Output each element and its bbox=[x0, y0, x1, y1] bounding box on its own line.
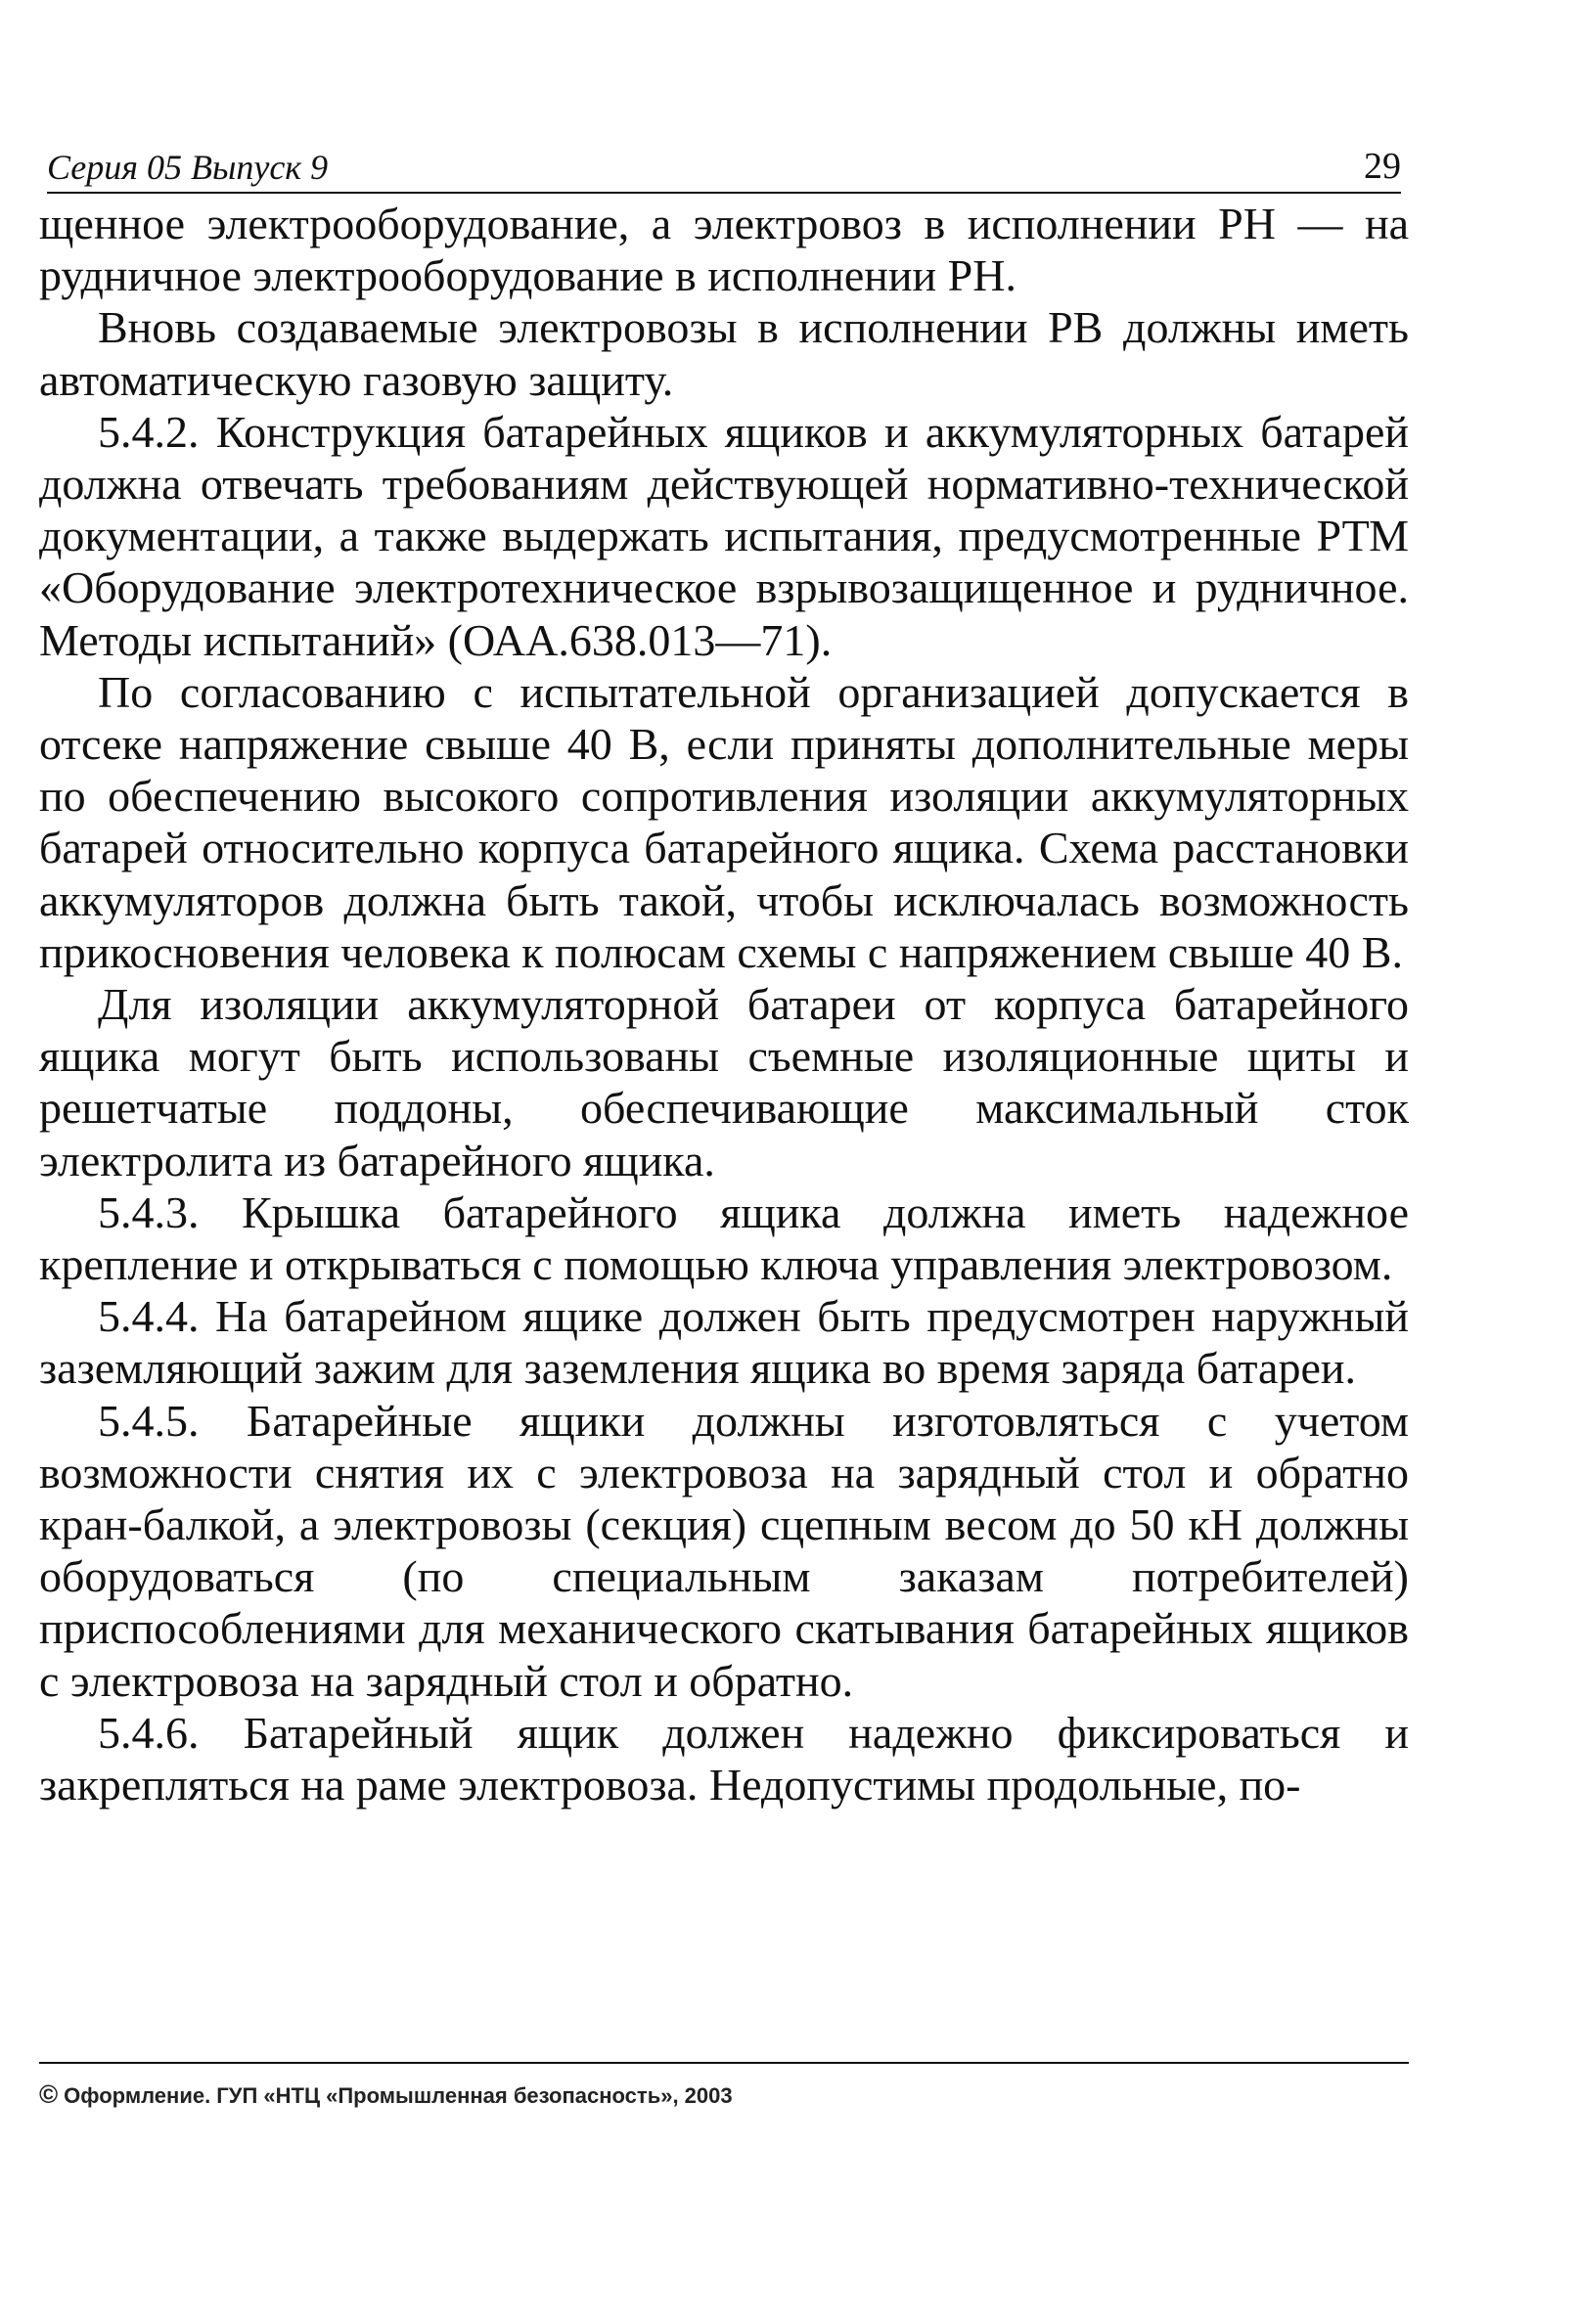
copyright-text: Оформление. ГУП «НТЦ «Промышленная безопасность», 2003 bbox=[64, 2083, 733, 2108]
paragraph-voltage: По согласованию с испытательной организацией допускается в отсеке напряжение свыше 40 В, если приняты дополнительные меры по обеспечению высокого сопротивления изоляции аккумуляторных батарей относительно корпуса батарейного ящика. Схема расстановки аккумуляторов должна быть такой, чтобы исключалась возможность прикосновения человека к полюсам схемы с напряжением свыше 40 В. bbox=[39, 666, 1409, 977]
paragraph-5-4-4: 5.4.4. На батарейном ящике должен быть предусмотрен наружный заземляющий зажим для заземления ящика во время заряда батареи. bbox=[39, 1291, 1409, 1394]
copyright-symbol: © bbox=[39, 2079, 59, 2109]
paragraph-5-4-6: 5.4.6. Батарейный ящик должен надежно фиксироваться и закрепляться на раме электровоза. Недопустимы продольные, по- bbox=[39, 1707, 1409, 1810]
paragraph-continuation: щенное электрооборудование, а электровоз в исполнении РН — на рудничное электрооборудование в исполнении РН. bbox=[39, 199, 1409, 301]
paragraph-5-4-5: 5.4.5. Батарейные ящики должны изготовляться с учетом возможности снятия их с электровоза на зарядный стол и обратно кран-балкой, а электровозы (секция) сцепным весом до 50 кН должны оборудоваться (по специальным заказам потребителей) приспособлениями для механического скатывания батарейных ящиков с электровоза на зарядный стол и обратно. bbox=[39, 1395, 1409, 1706]
page-number: 29 bbox=[1364, 146, 1401, 187]
document-body bbox=[39, 198, 1409, 1810]
footer-divider bbox=[39, 2062, 1409, 2064]
paragraph-5-4-2: 5.4.2. Конструкция батарейных ящиков и аккумуляторных батарей должна отвечать требованиям действующей нормативно-технической документации, а также выдержать испытания, предусмотренные РТМ «Оборудование электротехническое взрывозащищенное и рудничное. Методы испытаний» (ОАА.638.013—71). bbox=[39, 406, 1409, 665]
paragraph-insulation: Для изоляции аккумуляторной батареи от корпуса батарейного ящика могут быть использованы съемные изоляционные щиты и решетчатые поддоны, обеспечивающие максимальный сток электролита из батарейного ящика. bbox=[39, 979, 1409, 1185]
paragraph-5-4-3: 5.4.3. Крышка батарейного ящика должна иметь надежное крепление и открываться с помощью ключа управления электровозом. bbox=[39, 1186, 1409, 1290]
page-header bbox=[47, 137, 1401, 194]
paragraph-gas-protection: Вновь создаваемые электровозы в исполнении РВ должны иметь автоматическую газовую защиту. bbox=[39, 302, 1409, 405]
series-label: Серия 05 Выпуск 9 bbox=[47, 148, 329, 187]
page-footer bbox=[39, 2079, 733, 2110]
